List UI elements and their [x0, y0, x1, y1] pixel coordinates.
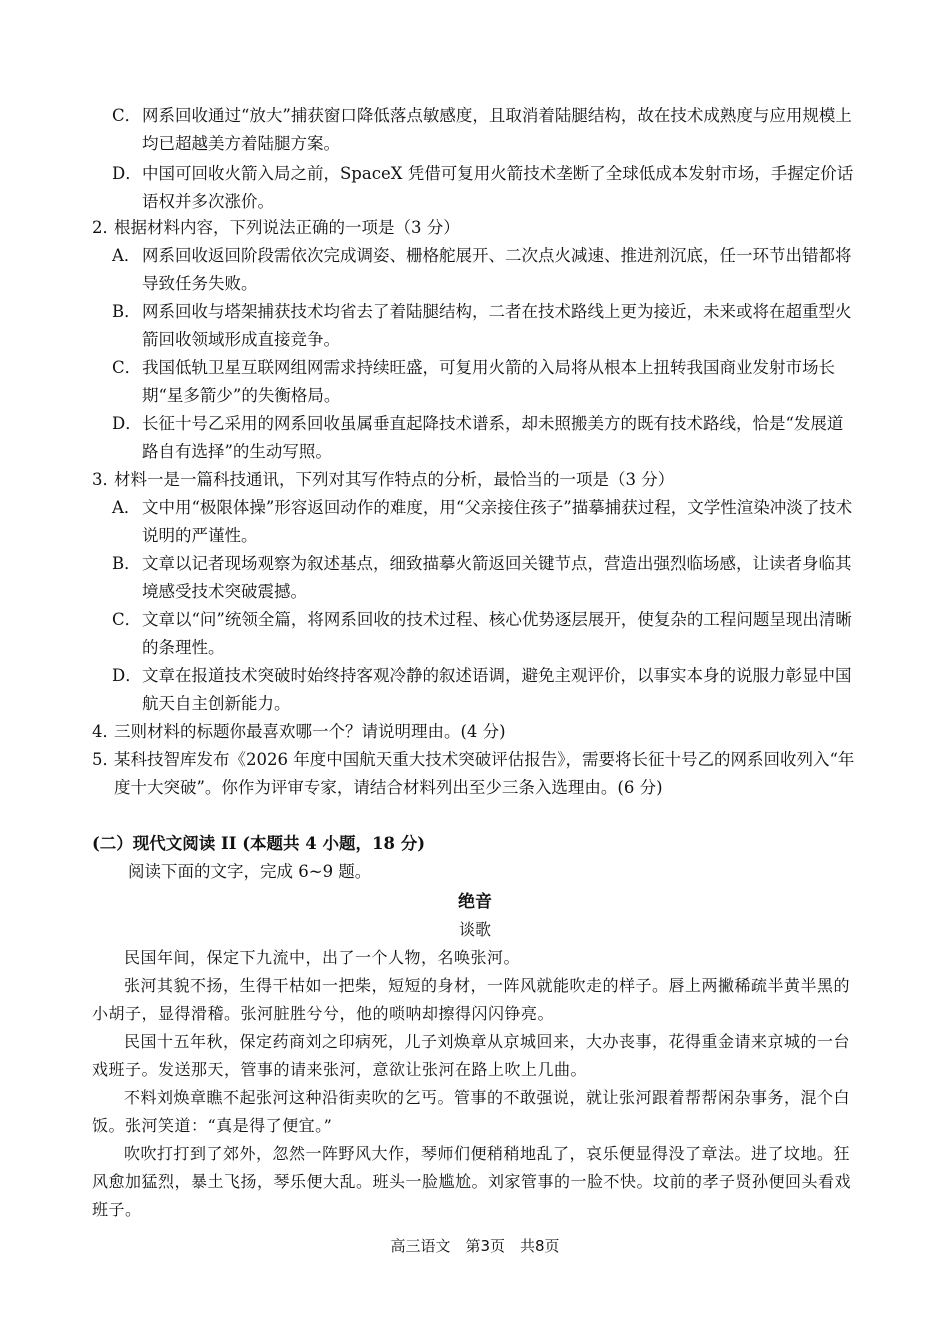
- option-text: 我国低轨卫星互联网组网需求持续旺盛，可复用火箭的入局将从根本上扭转我国商业发射市场长期“星多箭少”的失衡格局。: [142, 358, 835, 405]
- option-label: B．: [112, 302, 141, 321]
- question-4: [92, 718, 858, 746]
- question-stem: [92, 718, 858, 746]
- page-footer: 高三语文 第3页 共8页: [390, 1237, 560, 1255]
- question-text: 根据材料内容，下列说法正确的一项是（3 分）: [114, 218, 460, 237]
- question-text: 材料一是一篇科技通讯，下列对其写作特点的分析，最恰当的一项是（3 分）: [114, 470, 675, 489]
- q1-option-c: [92, 102, 858, 158]
- option-text: 文章以“问”统领全篇，将网系回收的技术过程、核心优势逐层展开，使复杂的工程问题呈现出清晰的条理性。: [142, 610, 852, 657]
- story-paragraph: 吹吹打打到了郊外，忽然一阵野风大作，琴师们便稍稍地乱了，哀乐便显得没了章法。进了坟地。狂风愈加猛烈，暴土飞扬，琴乐便大乱。班头一脸尴尬。刘家管事的一脸不快。坟前的孝子贤孙便回头看戏班子。: [92, 1144, 852, 1219]
- story-paragraph: 不料刘焕章瞧不起张河这种沿街卖吹的乞丐。管事的不敢强说，就让张河跟着帮帮闲杂事务，混个白饭。张河笑道：“真是得了便宜。”: [92, 1088, 851, 1135]
- story-title: 绝音: [458, 892, 492, 912]
- q2-option-a: [92, 242, 858, 298]
- option-label: C．: [112, 610, 142, 629]
- question-1-tail: [92, 102, 858, 216]
- option-text: 文章在报道技术突破时始终持客观冷静的叙述语调，避免主观评价，以事实本身的说服力彰显中国航天自主创新能力。: [142, 666, 852, 713]
- question-number: 4．: [92, 722, 119, 741]
- option-label: D．: [112, 414, 142, 433]
- option-text: 长征十号乙采用的网系回收虽属垂直起降技术谱系，却未照搬美方的既有技术路线，恰是“发展道路自有选择”的生动写照。: [142, 414, 844, 461]
- option-label: D．: [112, 164, 142, 183]
- option-label: A．: [112, 246, 141, 265]
- story-author: 谈歌: [458, 920, 491, 939]
- q3-options: [92, 494, 858, 718]
- option-text: 中国可回收火箭入局之前，SpaceX 凭借可复用火箭技术垄断了全球低成本发射市场，手握定价话语权并多次涨价。: [142, 164, 854, 211]
- question-number: 2．: [92, 218, 119, 237]
- q2-option-c: [92, 354, 858, 410]
- option-label: D．: [112, 666, 142, 685]
- story-body: [92, 944, 860, 1224]
- q3-option-a: [92, 494, 858, 550]
- q2-option-b: [92, 298, 858, 354]
- q2-options: [92, 242, 858, 466]
- question-5: [92, 746, 858, 802]
- option-label: C．: [112, 106, 142, 125]
- question-text: 三则材料的标题你最喜欢哪一个？请说明理由。(4 分): [114, 722, 506, 741]
- option-label: A．: [112, 498, 141, 517]
- question-stem: [92, 214, 858, 242]
- question-number: 3．: [92, 470, 119, 489]
- option-text: 网系回收通过“放大”捕获窗口降低落点敏感度，且取消着陆腿结构，故在技术成熟度与应用规模上均已超越美方着陆腿方案。: [142, 106, 852, 153]
- option-text: 文中用“极限体操”形容返回动作的难度，用“父亲接住孩子”描摹捕获过程，文学性渲染冲淡了技术说明的严谨性。: [142, 498, 853, 545]
- q1-option-d: [92, 160, 858, 216]
- q1-options: [92, 102, 858, 216]
- q3-option-c: [92, 606, 858, 662]
- story-paragraph: 张河其貌不扬，生得干枯如一把柴，短短的身材，一阵风就能吹走的样子。唇上两撇稀疏半黄半黑的小胡子，显得滑稽。张河脏胜兮兮，他的唢呐却擦得闪闪铮亮。: [92, 976, 851, 1023]
- question-3: [92, 466, 858, 718]
- question-number: 5．: [92, 750, 119, 769]
- story-paragraph: 民国十五年秋，保定药商刘之印病死，儿子刘焕章从京城回来，大办丧事，花得重金请来京城的一台戏班子。发送那天，管事的请来张河，意欲让张河在路上吹上几曲。: [92, 1032, 851, 1079]
- question-2: [92, 214, 858, 466]
- q3-option-d: [92, 662, 858, 718]
- question-text: 某科技智库发布《2026 年度中国航天重大技术突破评估报告》，需要将长征十号乙的网系回收列入“年度十大突破”。你作为评审专家，请结合材料列出至少三条入选理由。(6 分): [114, 750, 855, 797]
- option-text: 网系回收返回阶段需依次完成调姿、栅格舵展开、二次点火减速、推进剂沉底，任一环节出错都将导致任务失败。: [142, 246, 852, 293]
- q3-option-b: [92, 550, 858, 606]
- section-instruction: 阅读下面的文字，完成 6~9 题。: [128, 862, 372, 881]
- option-text: 网系回收与塔架捕获技术均省去了着陆腿结构，二者在技术路线上更为接近，未来或将在超重型火箭回收领域形成直接竞争。: [142, 302, 852, 349]
- option-text: 文章以记者现场观察为叙述基点，细致描摹火箭返回关键节点，营造出强烈临场感，让读者身临其境感受技术突破震撼。: [142, 554, 852, 601]
- option-label: B．: [112, 554, 141, 573]
- story-paragraph: 民国年间，保定下九流中，出了一个人物，名唤张河。: [124, 948, 521, 967]
- question-stem: [92, 746, 858, 802]
- section-heading: (二）现代文阅读 II (本题共 4 小题，18 分): [92, 834, 426, 853]
- q2-option-d: [92, 410, 858, 466]
- question-stem: [92, 466, 858, 494]
- option-label: C．: [112, 358, 142, 377]
